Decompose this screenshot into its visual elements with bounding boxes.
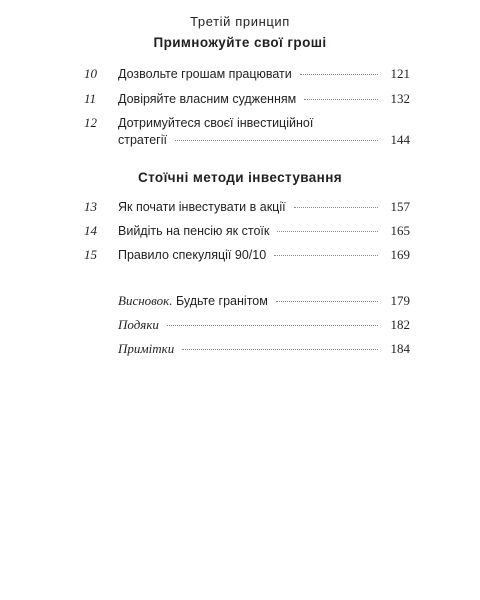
dot-leader <box>182 349 378 350</box>
toc-entry-12[interactable] <box>84 115 410 151</box>
page-number: 184 <box>390 341 410 356</box>
dot-leader <box>294 207 378 208</box>
chapter-number: 10 <box>84 66 97 81</box>
page-number: 182 <box>390 317 410 332</box>
dot-leader <box>304 99 378 100</box>
part-label: Третій принцип <box>190 14 290 29</box>
toc-entry-11[interactable] <box>84 91 410 111</box>
toc-entry-14[interactable] <box>84 223 410 243</box>
chapter-title: Довіряйте власним судженням <box>118 92 297 106</box>
page-number: 144 <box>390 132 410 147</box>
chapter-title: Як почати інвестувати в акції <box>118 200 286 214</box>
toc-entry-conclusion[interactable] <box>84 293 410 313</box>
page-number: 165 <box>390 223 410 238</box>
page-number: 169 <box>390 247 410 262</box>
toc-entry-13[interactable] <box>84 199 410 219</box>
toc-entry-acknowledgments[interactable] <box>84 317 410 337</box>
toc-entry-10[interactable] <box>84 66 410 86</box>
toc-entry-notes[interactable] <box>84 341 410 361</box>
chapter-title-line1: Дотримуйтеся своєї інвестиційної <box>118 116 314 130</box>
conclusion-label: Висновок. <box>118 293 173 308</box>
notes-title: Примітки <box>118 341 175 356</box>
dot-leader <box>276 301 378 302</box>
dot-leader <box>277 231 378 232</box>
chapter-title: Правило спекуляції 90/10 <box>118 248 267 262</box>
chapter-number: 12 <box>84 115 97 130</box>
page-number: 179 <box>390 293 410 308</box>
chapter-number: 11 <box>84 91 97 106</box>
page-number: 132 <box>390 91 410 106</box>
dot-leader <box>175 140 378 141</box>
page-number: 157 <box>390 199 410 214</box>
toc-entry-15[interactable] <box>84 247 410 267</box>
dot-leader <box>300 74 378 75</box>
dot-leader <box>167 325 378 326</box>
chapter-title-line2: стратегії <box>118 133 167 147</box>
section-title-methods: Стоїчні методи інвестування <box>137 170 343 185</box>
section-title-principle: Примножуйте свої гроші <box>153 35 327 50</box>
chapter-number: 13 <box>84 199 97 214</box>
chapter-number: 14 <box>84 223 97 238</box>
page-number: 121 <box>390 66 410 81</box>
chapter-title: Дозвольте грошам працювати <box>118 67 292 81</box>
conclusion-title: Будьте гранітом <box>172 294 268 308</box>
acknowledgments-title: Подяки <box>118 317 159 332</box>
chapter-number: 15 <box>84 247 97 262</box>
chapter-title: Вийдіть на пенсію як стоїк <box>118 224 270 238</box>
dot-leader <box>274 255 378 256</box>
